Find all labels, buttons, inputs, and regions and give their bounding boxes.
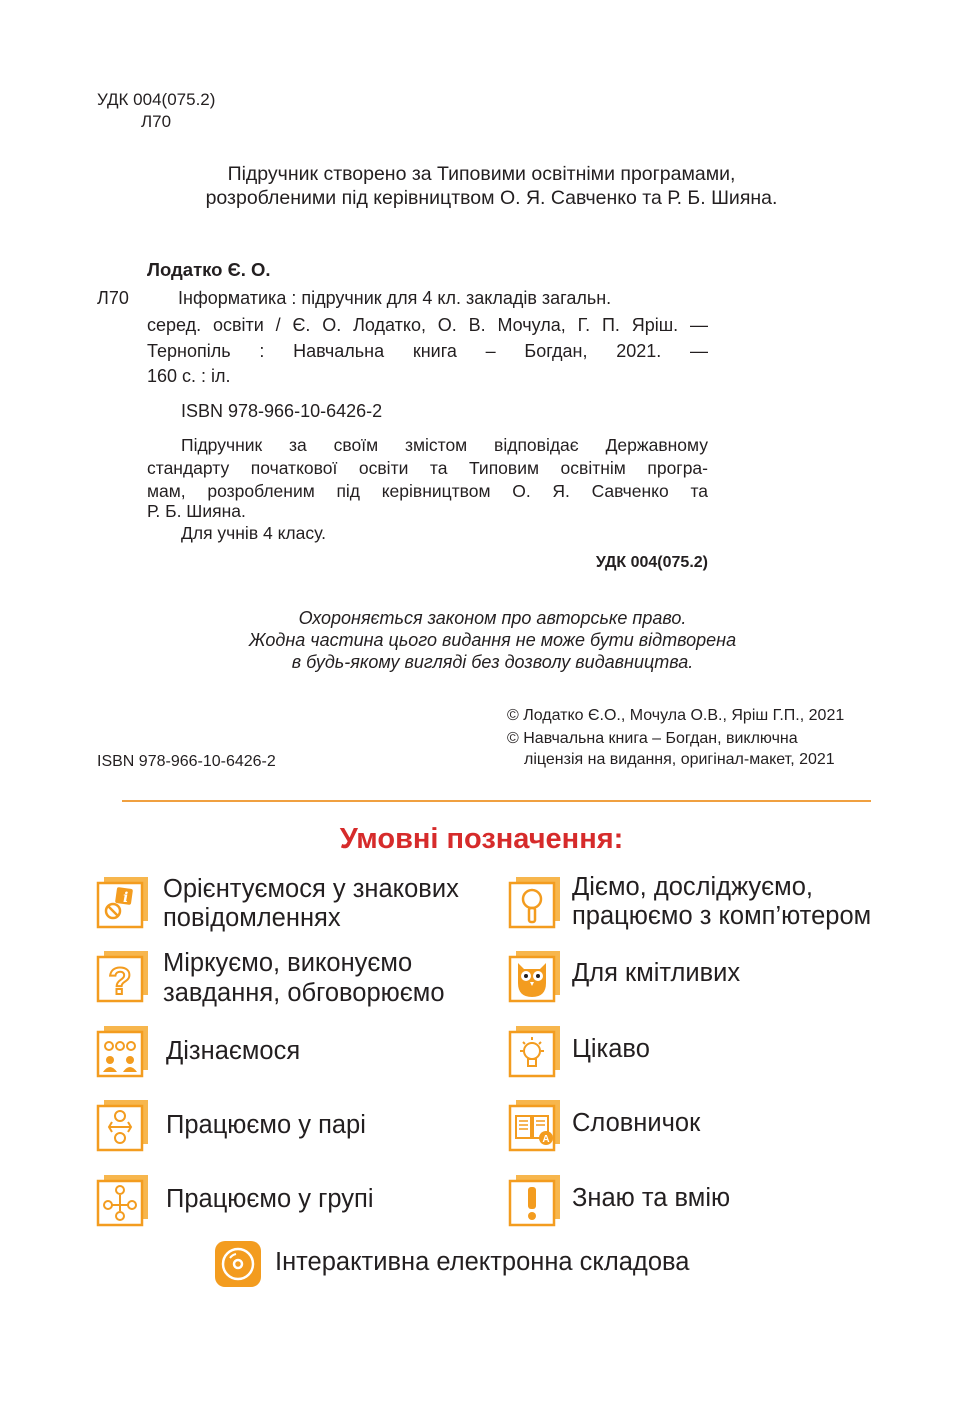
- exclamation-icon: [508, 1173, 562, 1227]
- group-work-icon: [96, 1173, 150, 1227]
- catalog-udk: УДК 004(075.2): [595, 554, 708, 571]
- program-note-line2: розробленими під керівництвом О. Я. Савченко та Р. Б. Шияна.: [205, 187, 778, 209]
- legend-label-info-line2: повідомленнях: [163, 904, 341, 932]
- catalog-desc-line2: серед. освіти / Є. О. Лодатко, О. В. Мочула, Г. П. Яріш. —: [147, 315, 708, 335]
- abstract-line4: Р. Б. Шияна.: [147, 501, 246, 521]
- legend-label-interactive: Інтерактивна електронна складова: [275, 1248, 690, 1276]
- legend-label-interesting: Цікаво: [572, 1035, 650, 1063]
- light-bulb-icon: [508, 1024, 562, 1078]
- legend-label-group: Працюємо у групі: [166, 1185, 374, 1213]
- copyright-publisher-line1: © Навчальна книга – Богдан, виключна: [507, 730, 798, 747]
- catalog-index: Л70: [141, 112, 172, 131]
- copyright-notice-line3: в будь-якому вигляді без дозволу видавництва.: [291, 652, 694, 672]
- legend-label-explore-line2: працюємо з комп’ютером: [572, 902, 872, 930]
- dictionary-book-icon: [508, 1098, 562, 1152]
- info-sign-icon: [96, 875, 150, 929]
- catalog-desc-line4: 160 с. : іл.: [147, 366, 231, 386]
- question-mark-icon: [96, 949, 150, 1003]
- disc-icon: [214, 1240, 262, 1288]
- legend-label-info-line1: Орієнтуємося у знакових: [163, 875, 459, 903]
- program-note-line1: Підручник створено за Типовими освітніми програмами,: [227, 163, 736, 185]
- pair-work-icon: [96, 1098, 150, 1152]
- catalog-card-index: Л70: [97, 288, 129, 308]
- udk-code: УДК 004(075.2): [97, 90, 216, 109]
- catalog-desc-line3: Тернопіль : Навчальна книга – Богдан, 2021. —: [147, 341, 708, 361]
- legend-label-pair: Працюємо у парі: [166, 1111, 366, 1139]
- abstract-line2: стандарту початкової освіти та Типовим освітнім програ-: [147, 458, 708, 478]
- copyright-notice-line1: Охороняється законом про авторське право.: [298, 608, 687, 628]
- catalog-isbn: ISBN 978-966-10-6426-2: [181, 401, 383, 421]
- catalog-audience: Для учнів 4 класу.: [181, 523, 326, 543]
- legend-label-know: Знаю та вмію: [572, 1184, 731, 1212]
- abstract-line1: Підручник за своїм змістом відповідає Державному: [181, 435, 708, 455]
- owl-icon: [508, 949, 562, 1003]
- svg-text:?: ?: [108, 961, 132, 1003]
- divider: [122, 800, 871, 802]
- legend-label-glossary: Словничок: [572, 1109, 701, 1137]
- magnifier-icon: [508, 875, 562, 929]
- copyright-notice-line2: Жодна частина цього видання не може бути відтворена: [248, 630, 737, 650]
- group-ideas-icon: [96, 1024, 150, 1078]
- legend-label-explore-line1: Діємо, досліджуємо,: [572, 873, 813, 901]
- legend-title: Умовні позначення:: [339, 823, 624, 855]
- svg-text:i: i: [123, 890, 129, 906]
- imprint-isbn: ISBN 978-966-10-6426-2: [97, 753, 276, 770]
- svg-text:A: A: [542, 1134, 550, 1145]
- abstract-line3: мам, розробленим під керівництвом О. Я. Савченко та: [147, 481, 708, 501]
- legend-label-reasoning-line1: Міркуємо, виконуємо: [163, 949, 413, 977]
- catalog-author: Лодатко Є. О.: [147, 259, 271, 280]
- catalog-desc-line1: Інформатика : підручник для 4 кл. закладів загальн.: [178, 288, 612, 308]
- legend-label-learn: Дізнаємося: [166, 1037, 301, 1065]
- copyright-authors: © Лодатко Є.О., Мочула О.В., Яріш Г.П., 2021: [507, 707, 845, 724]
- copyright-publisher-line2: ліцензія на видання, оригінал-макет, 2021: [524, 751, 835, 768]
- legend-label-clever: Для кмітливих: [572, 959, 741, 987]
- legend-label-reasoning-line2: завдання, обговорюємо: [163, 979, 445, 1007]
